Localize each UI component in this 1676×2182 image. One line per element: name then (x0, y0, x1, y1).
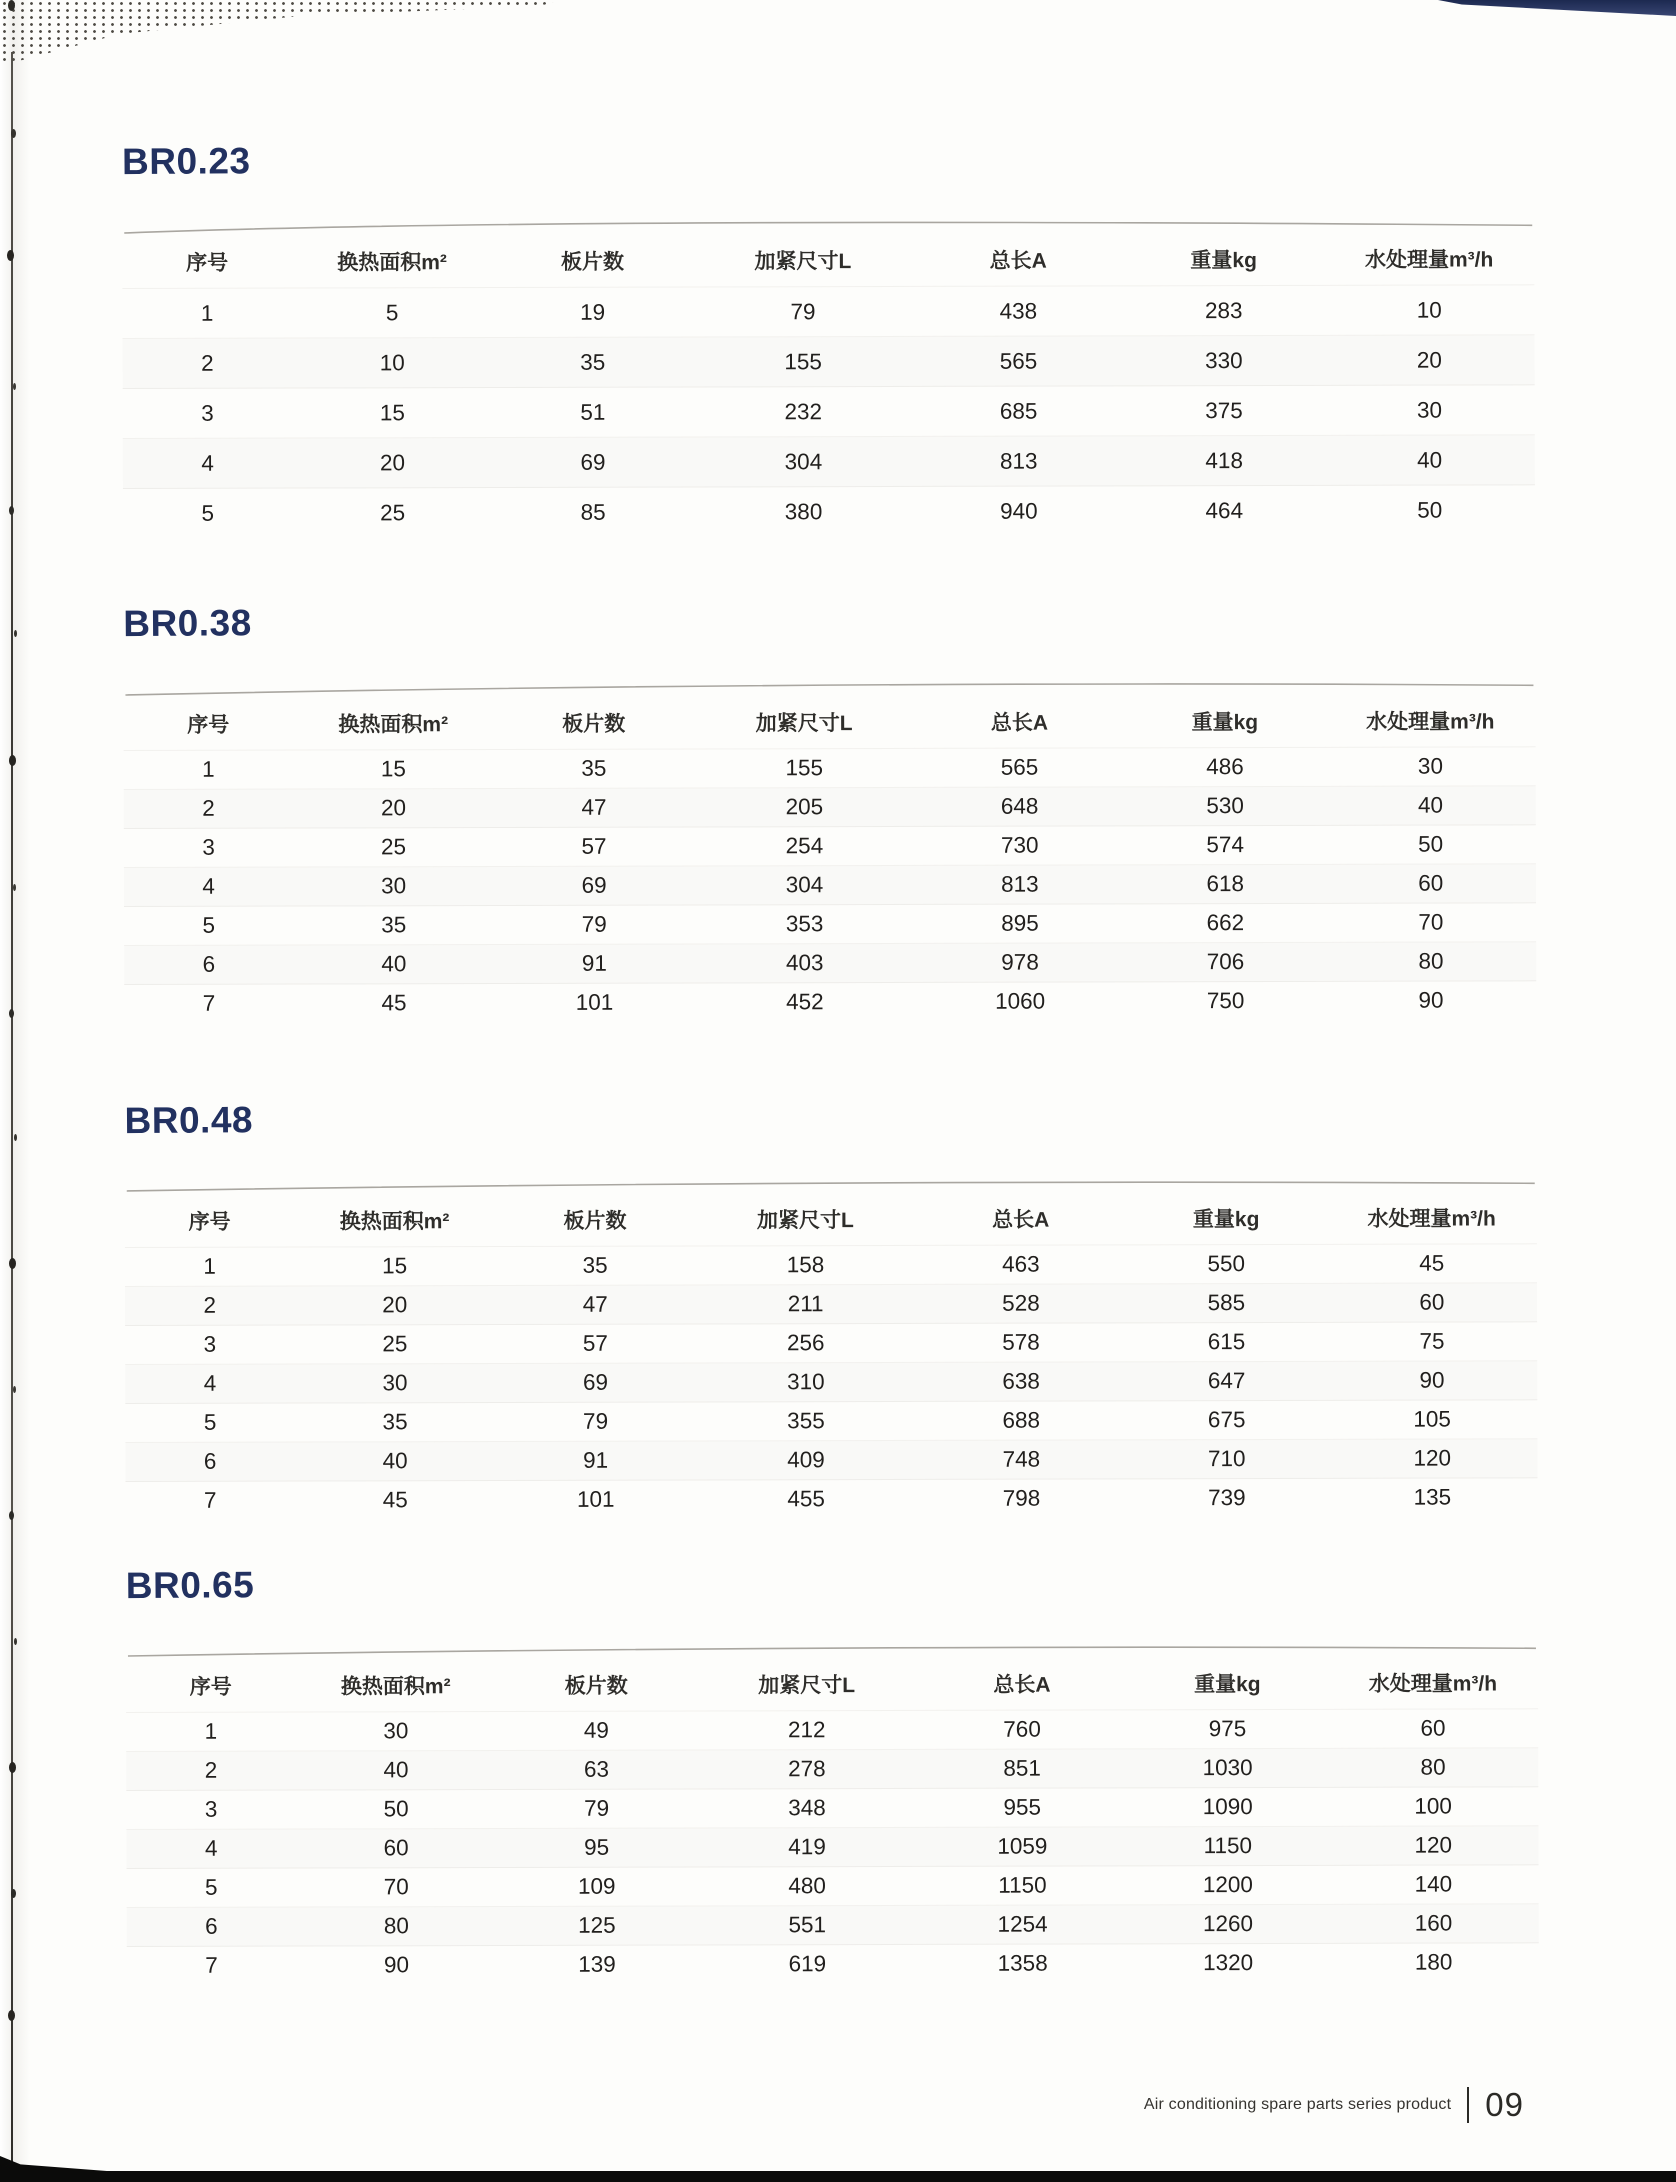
table-row (123, 335, 1535, 389)
table-cell: 283 (1123, 285, 1324, 336)
table-cell: 90 (1326, 981, 1537, 1020)
table-cell: 25 (292, 488, 493, 538)
spec-table-br023 (122, 232, 1535, 538)
table-cell: 3 (125, 1325, 295, 1364)
scan-left-gutter (0, 0, 30, 2182)
table-cell: 79 (494, 905, 695, 945)
table-cell: 5 (124, 906, 294, 945)
footer-separator-bar (1467, 2087, 1469, 2123)
col-header-total-length: 总长A (992, 1208, 1050, 1232)
col-header-total-length: 总长A (989, 249, 1047, 273)
table-cell: 6 (125, 1442, 295, 1481)
table-cell: 486 (1125, 747, 1326, 787)
page-content (122, 134, 1539, 1985)
col-header-water-capacity: 水处理量m³/h (1367, 1207, 1496, 1231)
table-cell: 60 (1327, 1283, 1538, 1323)
table-cell: 2 (126, 1751, 296, 1790)
table-cell: 95 (496, 1828, 697, 1868)
table-cell: 155 (694, 748, 914, 788)
table-row (125, 1283, 1537, 1326)
table-cell: 710 (1126, 1439, 1327, 1479)
table-cell: 375 (1124, 385, 1325, 436)
table-cell: 10 (1324, 285, 1535, 336)
table-cell: 70 (1326, 903, 1537, 943)
col-header-area: 换热面积m² (337, 251, 447, 275)
page-footer (1144, 2086, 1524, 2124)
table-cell: 706 (1125, 942, 1326, 982)
table-cell: 140 (1328, 1865, 1539, 1905)
table-cell: 1030 (1127, 1748, 1328, 1788)
col-header-area: 换热面积m² (340, 1675, 451, 1699)
table-cell: 348 (697, 1788, 917, 1828)
table-cell: 1060 (915, 982, 1125, 1021)
table-cell: 35 (293, 906, 494, 946)
table-cell: 304 (694, 865, 914, 905)
table-cell: 30 (1325, 747, 1536, 787)
table-cell: 2 (124, 789, 294, 828)
col-header-plates: 板片数 (563, 1209, 627, 1233)
table-cell: 1254 (917, 1905, 1127, 1945)
table-cell: 550 (1126, 1244, 1327, 1284)
table-cell: 578 (916, 1323, 1126, 1363)
table-cell: 25 (295, 1325, 496, 1365)
table-row (123, 485, 1535, 538)
table-row (127, 1904, 1539, 1947)
table-cell: 1090 (1127, 1787, 1328, 1827)
table-cell: 40 (1325, 786, 1536, 826)
table-cell: 20 (293, 789, 494, 829)
table-cell: 15 (292, 388, 493, 439)
table-cell: 20 (292, 438, 493, 489)
col-header-weight: 重量kg (1190, 249, 1257, 273)
col-header-weight: 重量kg (1194, 1673, 1261, 1697)
table-cell: 75 (1327, 1322, 1538, 1362)
table-cell: 647 (1126, 1361, 1327, 1401)
table-cell: 20 (294, 1286, 495, 1326)
table-cell: 1150 (1128, 1826, 1329, 1866)
table-cell: 638 (916, 1362, 1126, 1402)
table-row (127, 1865, 1539, 1908)
table-cell: 51 (493, 387, 694, 438)
table-cell: 278 (697, 1749, 917, 1789)
table-cell: 409 (696, 1440, 916, 1480)
table-cell: 955 (917, 1788, 1127, 1828)
binding-edge-line (11, 52, 13, 2168)
table-cell: 574 (1125, 825, 1326, 865)
col-header-clamp-size: 加紧尺寸L (754, 250, 852, 274)
table-body (126, 1709, 1539, 1985)
table-cell: 80 (1328, 1748, 1539, 1788)
table-cell: 615 (1126, 1322, 1327, 1362)
table-cell: 101 (494, 983, 695, 1022)
table-row (125, 1322, 1537, 1365)
section-title-br065: BR0.65 (125, 1564, 255, 1607)
table-cell: 69 (495, 1363, 696, 1403)
col-header-clamp-size: 加紧尺寸L (758, 1674, 856, 1698)
table-cell: 180 (1328, 1943, 1539, 1982)
table-cell: 619 (697, 1944, 917, 1983)
table-cell: 91 (494, 944, 695, 984)
table-cell: 45 (294, 984, 495, 1023)
table-cell: 530 (1125, 786, 1326, 826)
table-cell: 60 (1328, 1709, 1539, 1749)
col-header-weight: 重量kg (1191, 711, 1259, 735)
table-cell: 90 (1327, 1361, 1538, 1401)
table-cell: 205 (694, 787, 914, 827)
table-cell: 5 (125, 1403, 295, 1442)
table-cell: 60 (1325, 864, 1536, 904)
section-title-br048: BR0.48 (124, 1099, 254, 1142)
header-row (126, 1656, 1538, 1712)
spec-table-br065 (126, 1656, 1539, 1985)
table-cell: 452 (695, 982, 915, 1021)
table-cell: 1 (126, 1712, 296, 1751)
table-cell: 49 (496, 1711, 697, 1751)
header-row (125, 1191, 1537, 1247)
table-cell: 5 (292, 288, 493, 339)
col-header-index: 序号 (187, 713, 230, 737)
table-cell: 739 (1127, 1478, 1328, 1517)
scan-bottom-edge (0, 2171, 1676, 2182)
table-cell: 35 (295, 1403, 496, 1443)
table-cell: 618 (1125, 864, 1326, 904)
table-cell: 50 (296, 1790, 497, 1830)
table-cell: 120 (1327, 1439, 1538, 1479)
section-br048 (125, 1093, 1538, 1520)
col-header-weight: 重量kg (1192, 1208, 1260, 1232)
table-cell: 45 (1326, 1244, 1537, 1284)
table-cell: 2 (123, 338, 293, 388)
table-cell: 585 (1126, 1283, 1327, 1323)
table-cell: 160 (1328, 1904, 1539, 1944)
table-cell: 57 (494, 827, 695, 867)
table-cell: 254 (694, 826, 914, 866)
table-cell: 1 (125, 1247, 295, 1286)
col-header-total-length: 总长A (993, 1673, 1051, 1697)
table-cell: 158 (695, 1245, 915, 1285)
table-cell: 748 (916, 1440, 1126, 1480)
col-header-water-capacity: 水处理量m³/h (1366, 710, 1495, 734)
table-row (123, 435, 1535, 489)
table-cell: 380 (693, 486, 913, 536)
col-header-clamp-size: 加紧尺寸L (756, 1209, 854, 1233)
table-cell: 70 (296, 1868, 497, 1908)
table-row (125, 1361, 1537, 1404)
table-row (124, 981, 1536, 1023)
table-cell: 304 (693, 436, 913, 487)
table-cell: 45 (295, 1481, 496, 1520)
col-header-plates: 板片数 (562, 712, 626, 736)
table-cell: 813 (915, 865, 1125, 905)
table-cell: 3 (126, 1790, 296, 1829)
col-header-water-capacity: 水处理量m³/h (1368, 1672, 1498, 1696)
table-cell: 1059 (917, 1827, 1127, 1867)
col-header-clamp-size: 加紧尺寸L (755, 712, 853, 736)
table-cell: 109 (496, 1867, 697, 1907)
table-cell: 688 (916, 1401, 1126, 1441)
table-cell: 480 (697, 1866, 917, 1906)
table-cell: 50 (1324, 485, 1535, 535)
table-cell: 100 (1328, 1787, 1539, 1827)
table-cell: 57 (495, 1324, 696, 1364)
table-cell: 464 (1124, 485, 1325, 535)
table-cell: 91 (495, 1441, 696, 1481)
table-cell: 139 (497, 1945, 698, 1984)
table-row (124, 903, 1536, 946)
table-cell: 47 (495, 1285, 696, 1325)
table-cell: 940 (914, 486, 1125, 536)
table-cell: 463 (916, 1245, 1126, 1285)
table-cell: 685 (913, 386, 1124, 437)
table-cell: 565 (914, 748, 1124, 788)
table-row (126, 1826, 1538, 1869)
table-cell: 750 (1125, 981, 1326, 1020)
table-cell: 79 (693, 286, 913, 337)
table-cell: 813 (913, 436, 1124, 487)
table-cell: 20 (1324, 335, 1535, 386)
table-cell: 1320 (1128, 1943, 1329, 1982)
table-row (124, 825, 1536, 868)
table-cell: 211 (695, 1284, 915, 1324)
table-row (126, 1478, 1538, 1520)
header-row (122, 232, 1534, 288)
table-cell: 30 (1324, 385, 1535, 436)
table-row (126, 1787, 1538, 1830)
table-cell: 5 (123, 488, 293, 538)
table-cell: 69 (494, 866, 695, 906)
table-cell: 355 (696, 1401, 916, 1441)
table-cell: 212 (697, 1710, 917, 1750)
table-row (124, 864, 1536, 907)
table-body (122, 285, 1535, 538)
col-header-index: 序号 (188, 1210, 231, 1234)
table-row (125, 1244, 1537, 1287)
table-cell: 5 (127, 1868, 297, 1907)
table-cell: 7 (126, 1481, 296, 1520)
table-cell: 80 (296, 1907, 497, 1947)
table-cell: 69 (493, 437, 694, 488)
header-row (123, 694, 1535, 750)
table-row (124, 747, 1536, 790)
table-cell: 232 (693, 386, 913, 437)
table-cell: 438 (913, 286, 1124, 337)
col-header-index: 序号 (186, 251, 229, 275)
table-cell: 4 (124, 867, 294, 906)
table-cell: 648 (914, 787, 1124, 827)
table-cell: 40 (295, 1442, 496, 1482)
table-cell: 19 (492, 287, 693, 338)
section-br038 (123, 596, 1536, 1023)
halftone-dots-pattern (0, 0, 560, 66)
table-row (126, 1709, 1538, 1752)
table-cell: 30 (296, 1712, 497, 1752)
table-cell: 895 (915, 904, 1125, 944)
table-cell: 851 (917, 1749, 1127, 1789)
table-cell: 7 (124, 984, 294, 1023)
table-row (126, 1748, 1538, 1791)
table-cell: 4 (125, 1364, 295, 1403)
table-cell: 7 (127, 1946, 297, 1985)
page-number: 09 (1485, 2086, 1524, 2123)
table-cell: 760 (917, 1710, 1127, 1750)
table-cell: 978 (915, 943, 1125, 983)
table-cell: 3 (124, 828, 294, 867)
table-cell: 155 (693, 336, 913, 387)
col-header-area: 换热面积m² (339, 1210, 450, 1234)
table-cell: 120 (1328, 1826, 1539, 1866)
table-body (124, 747, 1537, 1023)
table-cell: 79 (495, 1402, 696, 1442)
table-cell: 1 (124, 750, 294, 789)
table-cell: 418 (1124, 435, 1325, 486)
table-cell: 1200 (1128, 1865, 1329, 1905)
table-cell: 10 (292, 338, 493, 389)
table-cell: 1 (122, 288, 292, 338)
table-cell: 63 (496, 1750, 697, 1790)
table-row (125, 1439, 1537, 1482)
table-cell: 2 (125, 1286, 295, 1325)
col-header-plates: 板片数 (564, 1674, 628, 1698)
table-cell: 15 (294, 1247, 495, 1287)
table-cell: 310 (696, 1362, 916, 1402)
table-cell: 40 (294, 945, 495, 985)
table-cell: 551 (697, 1905, 917, 1945)
table-cell: 330 (1124, 335, 1325, 386)
table-cell: 1260 (1128, 1904, 1329, 1944)
table-cell: 47 (494, 788, 695, 828)
table-cell: 528 (916, 1284, 1126, 1324)
section-br065 (126, 1558, 1539, 1985)
table-cell: 798 (916, 1479, 1126, 1518)
section-title-br023: BR0.23 (121, 140, 251, 183)
table-cell: 975 (1127, 1709, 1328, 1749)
table-cell: 3 (123, 388, 293, 438)
table-cell: 730 (915, 826, 1125, 866)
table-row (124, 942, 1536, 985)
spec-table-br048 (125, 1191, 1538, 1520)
section-br023 (122, 134, 1535, 538)
table-cell: 403 (695, 943, 915, 983)
table-cell: 40 (296, 1751, 497, 1791)
table-cell: 85 (493, 487, 694, 537)
table-row (127, 1943, 1539, 1985)
table-cell: 125 (497, 1906, 698, 1946)
table-cell: 662 (1125, 903, 1326, 943)
table-cell: 90 (296, 1946, 497, 1985)
table-cell: 675 (1126, 1400, 1327, 1440)
col-header-plates: 板片数 (560, 250, 625, 274)
table-cell: 4 (123, 438, 293, 488)
table-cell: 40 (1324, 435, 1535, 486)
table-cell: 25 (293, 828, 494, 868)
page-corner-wedge (1438, 0, 1676, 16)
table-row (124, 786, 1536, 829)
table-cell: 30 (293, 867, 494, 907)
table-cell: 4 (126, 1829, 296, 1868)
table-cell: 105 (1327, 1400, 1538, 1440)
table-cell: 565 (913, 336, 1124, 387)
section-title-br038: BR0.38 (123, 602, 252, 645)
footer-series-label: Air conditioning spare parts series product (1143, 2096, 1452, 2113)
table-cell: 101 (495, 1480, 696, 1519)
col-header-index: 序号 (189, 1675, 232, 1699)
col-header-total-length: 总长A (990, 711, 1049, 735)
table-cell: 353 (694, 904, 914, 944)
table-body (125, 1244, 1538, 1520)
table-cell: 80 (1326, 942, 1537, 982)
col-header-water-capacity: 水处理量m³/h (1364, 248, 1494, 272)
table-cell: 6 (127, 1907, 297, 1946)
table-cell: 1358 (917, 1944, 1127, 1983)
spec-table-br038 (123, 694, 1536, 1023)
table-cell: 35 (492, 337, 693, 388)
table-cell: 135 (1327, 1478, 1538, 1517)
table-cell: 419 (697, 1827, 917, 1867)
table-row (125, 1400, 1537, 1443)
table-cell: 79 (496, 1789, 697, 1829)
table-cell: 6 (124, 945, 294, 984)
binding-marks (8, 0, 15, 11)
table-cell: 30 (295, 1364, 496, 1404)
table-row (123, 385, 1535, 439)
table-cell: 15 (293, 750, 494, 790)
table-cell: 256 (696, 1323, 916, 1363)
table-cell: 1150 (917, 1866, 1127, 1906)
table-row (122, 285, 1534, 339)
table-cell: 35 (494, 749, 695, 789)
table-cell: 455 (696, 1479, 916, 1518)
table-cell: 50 (1325, 825, 1536, 865)
col-header-area: 换热面积m² (338, 713, 449, 737)
table-cell: 60 (296, 1829, 497, 1869)
table-cell: 35 (495, 1246, 696, 1286)
